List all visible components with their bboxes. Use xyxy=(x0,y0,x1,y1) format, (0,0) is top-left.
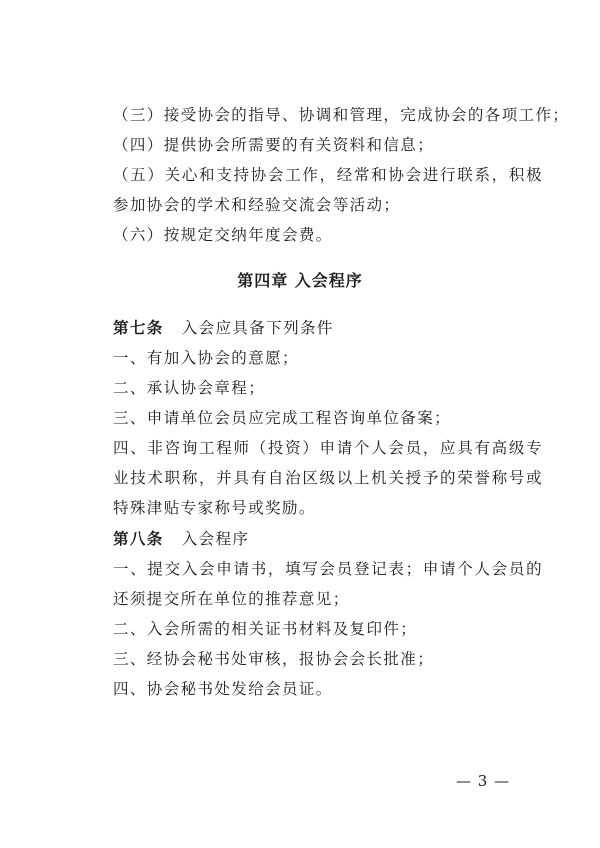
article-8-heading xyxy=(113,524,543,554)
article-8-label: 第八条 xyxy=(113,530,164,548)
article-7-item-3: 三、申请单位会员应完成工程咨询单位备案； xyxy=(113,409,452,427)
article-8-item-4: 四、协会秘书处发给会员证。 xyxy=(113,680,333,698)
article-7-item-2: 二、承认协会章程； xyxy=(113,379,266,397)
chapter-title: 第四章 入会程序 xyxy=(237,271,363,290)
article-7-heading xyxy=(113,313,543,343)
article-8-item-1-text: 一、提交入会申请书，填写会员登记表；申请个人会员的还须提交所在单位的推荐意见； xyxy=(113,560,543,608)
article-8-item-1 xyxy=(113,554,543,614)
article-7-item-4 xyxy=(113,433,543,523)
page-number: — 3 — xyxy=(456,772,511,790)
paragraph-item-4: （四）提供协会所需要的有关资料和信息； xyxy=(113,136,435,154)
article-8-item-3: 三、经协会秘书处审核，报协会会长批准； xyxy=(113,650,435,668)
article-7-item-1: 一、有加入协会的意愿； xyxy=(113,349,299,367)
paragraph-item-3: （三）接受协会的指导、协调和管理，完成协会的各项工作； xyxy=(113,106,570,124)
paragraph-item-6: （六）按规定交纳年度会费。 xyxy=(113,226,333,244)
paragraph-item-5 xyxy=(113,160,543,220)
article-8-item-2: 二、入会所需的相关证书材料及复印件； xyxy=(113,620,418,638)
article-7-title: 入会应具备下列条件 xyxy=(181,319,334,337)
article-7-label: 第七条 xyxy=(113,319,164,337)
article-8-title: 入会程序 xyxy=(181,530,250,548)
paragraph-item-5-text: （五）关心和支持协会工作，经常和协会进行联系，积极参加协会的学术和经验交流会等活动； xyxy=(113,166,543,214)
article-7-item-4-text: 四、非咨询工程师（投资）申请个人会员，应具有高级专业技术职称，并具有自治区级以上机关授予的荣誉称号或特殊津贴专家称号或奖励。 xyxy=(113,439,543,517)
